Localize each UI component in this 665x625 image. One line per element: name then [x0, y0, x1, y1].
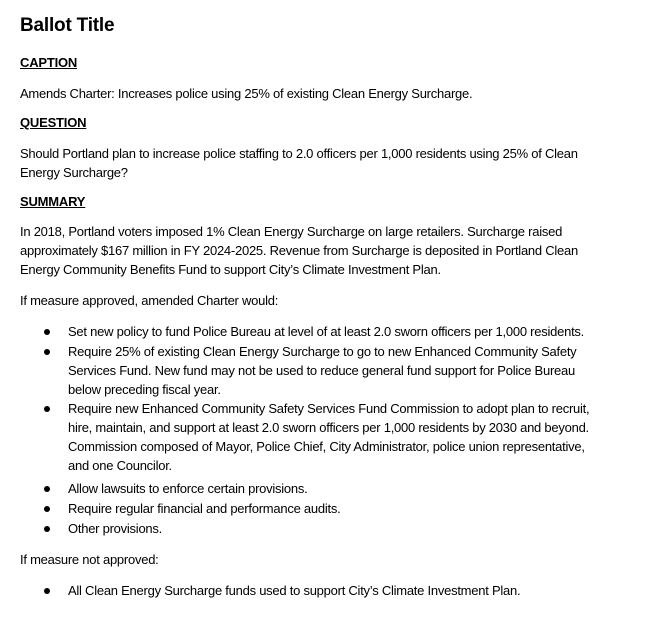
bullet-icon — [44, 506, 50, 512]
approved-item-line: hire, maintain, and support at least 2.0 sworn officers per 1,000 residents by 2030 and beyond. — [68, 420, 589, 435]
approved-item-line: Require new Enhanced Community Safety Services Fund Commission to adopt plan to recruit, — [68, 401, 590, 416]
caption-text: Amends Charter: Increases police using 25% of existing Clean Energy Surcharge. — [20, 86, 473, 101]
question-text-line: Should Portland plan to increase police staffing to 2.0 officers per 1,000 residents using 25% of Clean — [20, 146, 578, 161]
bullet-icon — [44, 329, 50, 335]
document-title: Ballot Title — [20, 15, 115, 36]
question-heading: QUESTION — [20, 115, 87, 130]
approved-item-line: Other provisions. — [68, 521, 163, 536]
approved-item-line: Require 25% of existing Clean Energy Surcharge to go to new Enhanced Community Safety — [68, 344, 577, 359]
approved-item-line: Services Fund. New fund may not be used to reduce general fund support for Police Bureau — [68, 363, 575, 378]
question-text-line: Energy Surcharge? — [20, 165, 128, 180]
bullet-icon — [44, 486, 50, 492]
not-approved-item-line: All Clean Energy Surcharge funds used to support City’s Climate Investment Plan. — [68, 583, 521, 598]
caption-heading: CAPTION — [20, 55, 78, 70]
approved-item-line: Set new policy to fund Police Bureau at level of at least 2.0 sworn officers per 1,000 residents. — [68, 324, 585, 339]
approved-item-line: below preceding fiscal year. — [68, 382, 221, 397]
not-approved-label: If measure not approved: — [20, 552, 159, 567]
summary-intro-line: approximately $167 million in FY 2024-2025. Revenue from Surcharge is deposited in Portland Clean — [20, 243, 578, 258]
summary-intro-line: Energy Community Benefits Fund to support City’s Climate Investment Plan. — [20, 262, 441, 277]
bullet-icon — [44, 526, 50, 532]
bullet-icon — [44, 588, 50, 594]
bullet-icon — [44, 406, 50, 412]
bullet-icon — [44, 349, 50, 355]
summary-heading: SUMMARY — [20, 194, 86, 209]
approved-item-line: Allow lawsuits to enforce certain provisions. — [68, 481, 308, 496]
summary-intro-line: In 2018, Portland voters imposed 1% Clean Energy Surcharge on large retailers. Surcharge raised — [20, 224, 563, 239]
approved-item-line: Require regular financial and performance audits. — [68, 501, 341, 516]
approved-item-line: and one Councilor. — [68, 458, 172, 473]
approved-label: If measure approved, amended Charter would: — [20, 293, 279, 308]
approved-item-line: Commission composed of Mayor, Police Chief, City Administrator, police union representative, — [68, 439, 585, 454]
